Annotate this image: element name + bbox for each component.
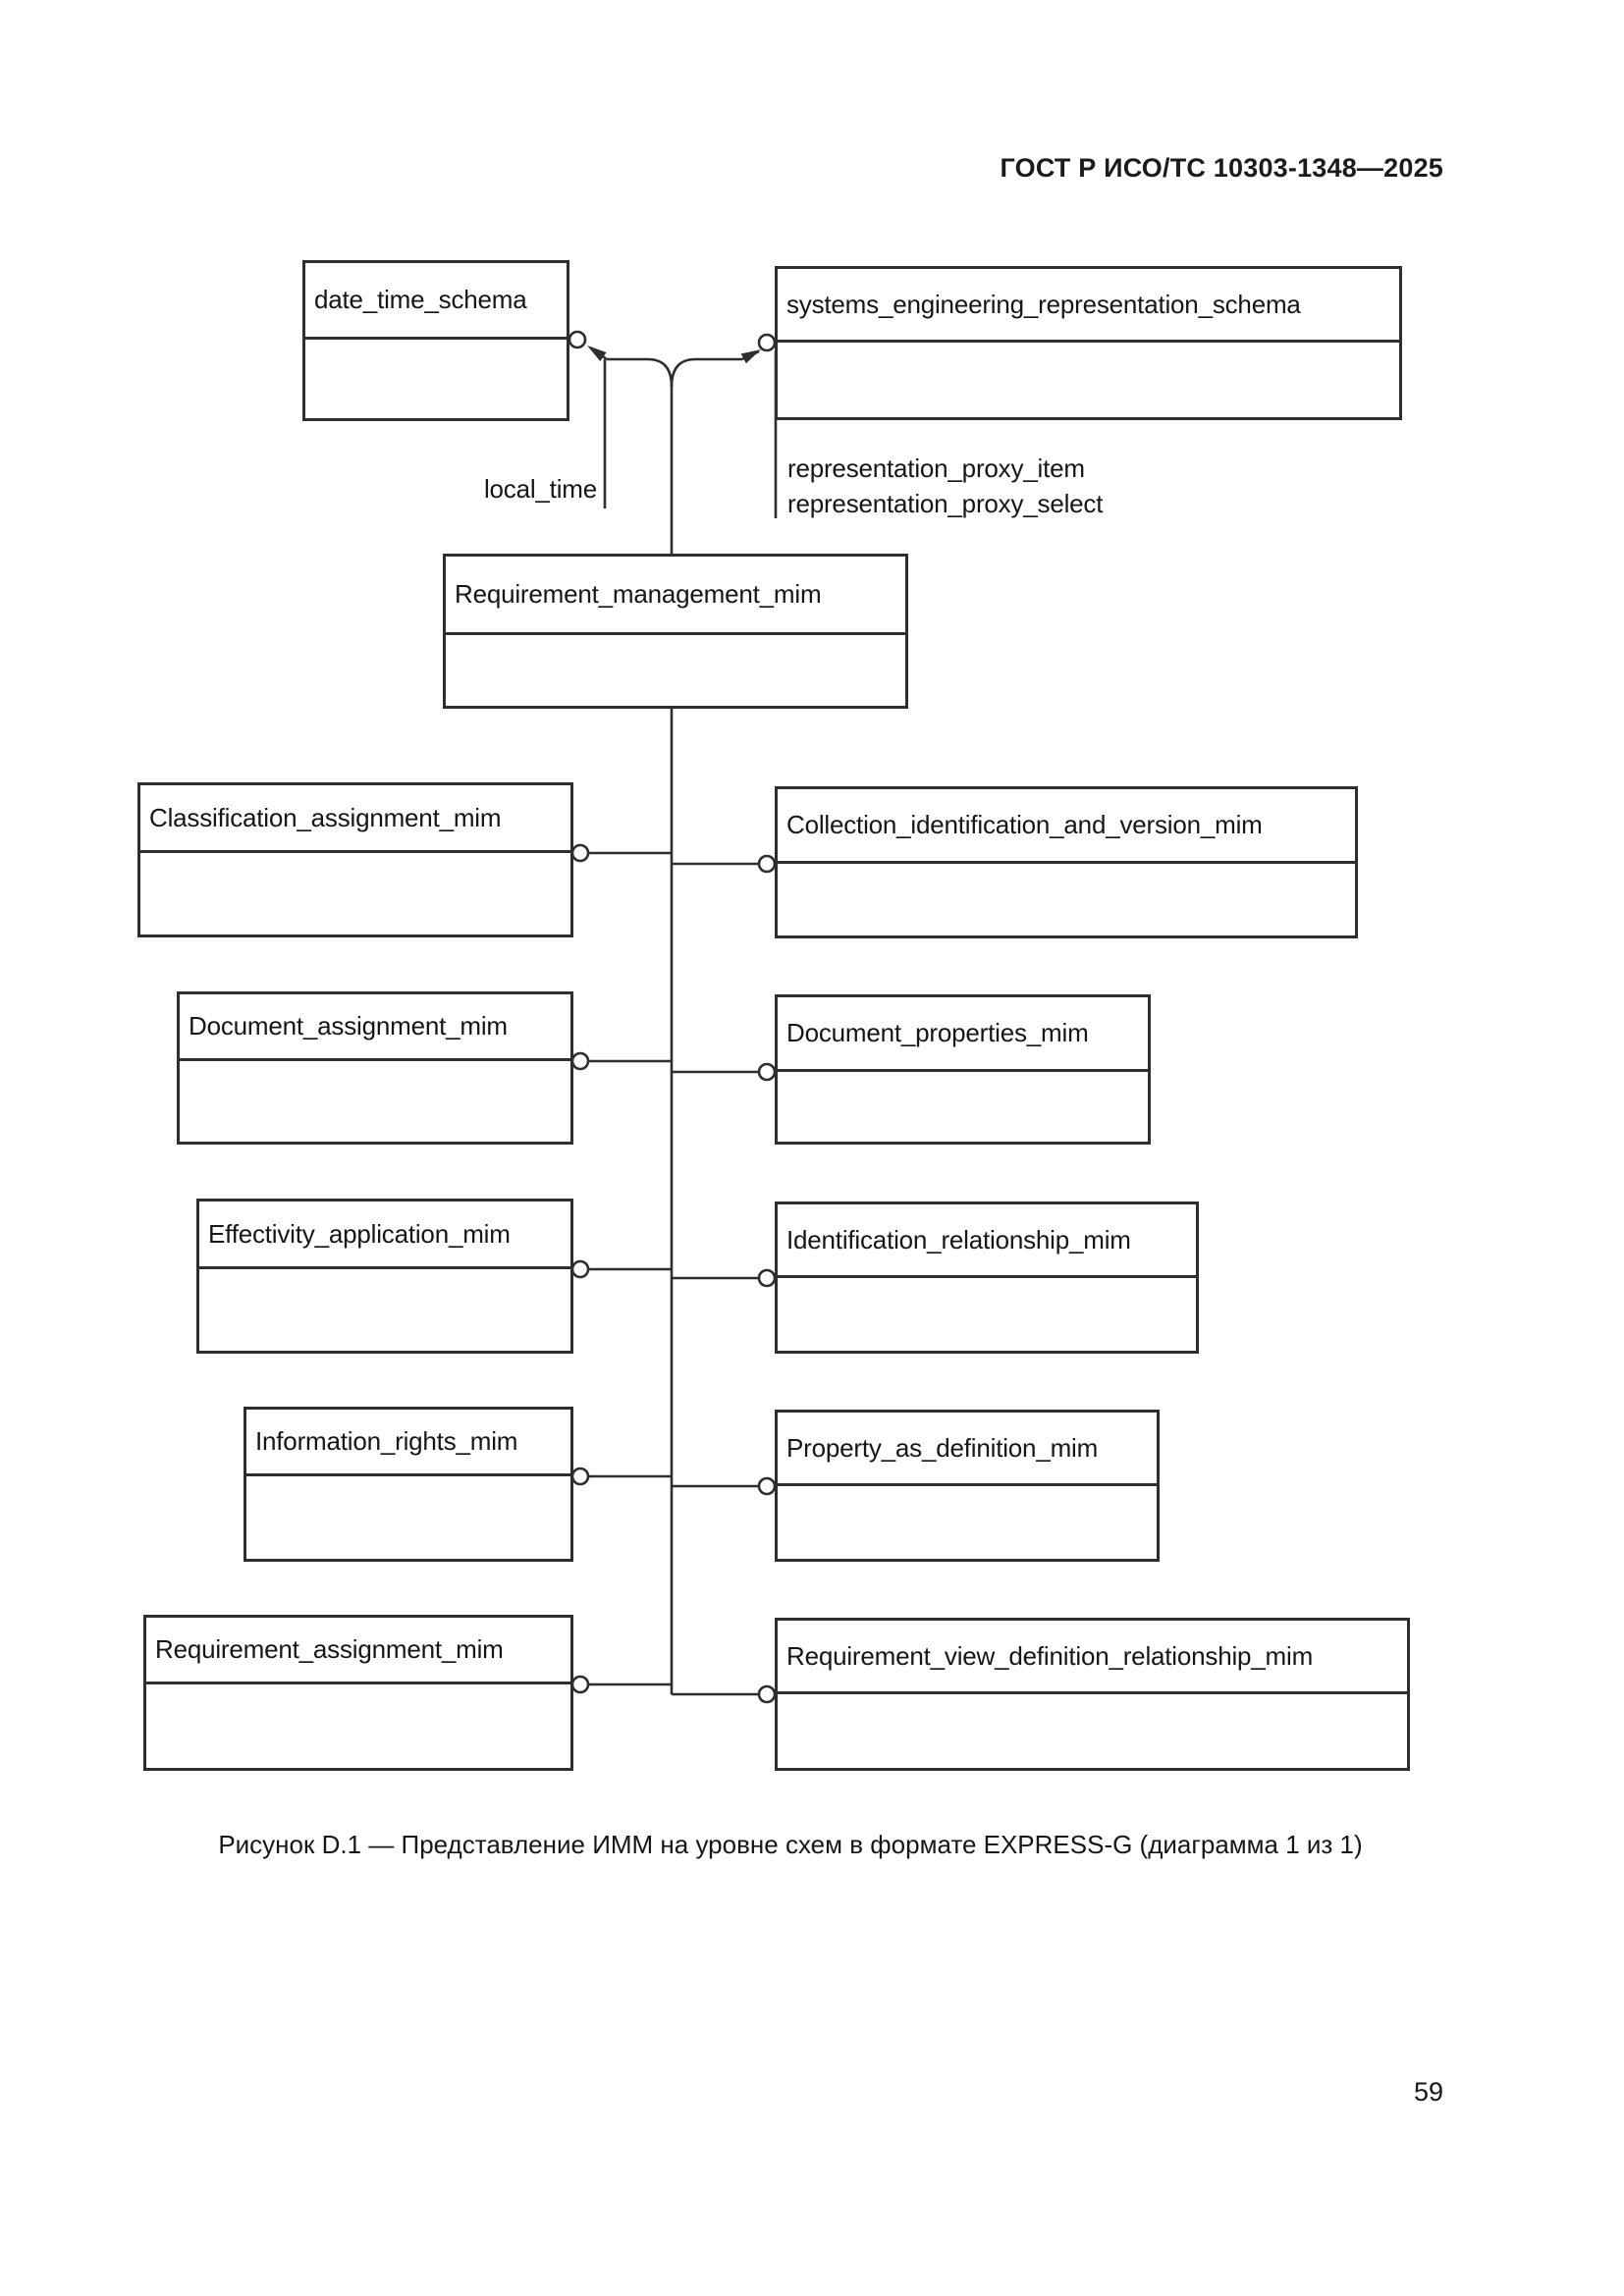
document-number-header: ГОСТ Р ИСО/ТС 10303-1348—2025 <box>1000 153 1443 183</box>
schema-box-systems-engineering-representation-schema <box>775 266 1402 420</box>
page-number: 59 <box>1413 2077 1443 2107</box>
schema-name-label: Property_as_definition_mim <box>786 1432 1099 1463</box>
schema-box-effectivity-application-mim <box>196 1199 573 1354</box>
circle-identification <box>759 1270 775 1286</box>
left-branch-line <box>607 359 672 387</box>
edge-label-representation-proxy-item: representation_proxy_item <box>787 454 1085 483</box>
circle-document-properties <box>759 1064 775 1080</box>
schema-name-label: Information_rights_mim <box>255 1426 518 1456</box>
circle-effectivity <box>572 1261 588 1277</box>
circle-document-assignment <box>572 1053 588 1069</box>
schema-name-label: Collection_identification_and_version_mim <box>786 810 1263 839</box>
arrowhead-left-icon <box>587 346 607 361</box>
schema-box-requirement-assignment-mim <box>143 1615 573 1771</box>
schema-box-document-properties-mim <box>775 994 1151 1145</box>
circle-information-rights <box>572 1468 588 1484</box>
schema-name-label: Document_assignment_mim <box>189 1011 508 1041</box>
circle-date-time-schema <box>569 332 585 347</box>
schema-name-label: systems_engineering_representation_schema <box>786 289 1301 319</box>
schema-name-label: Classification_assignment_mim <box>149 802 502 832</box>
schema-box-requirement-view-definition-relationship-mim <box>775 1618 1410 1771</box>
schema-box-document-assignment-mim <box>177 991 573 1145</box>
circle-requirement-assignment <box>572 1677 588 1692</box>
schema-box-classification-assignment-mim <box>137 782 573 937</box>
schema-name-label: Identification_relationship_mim <box>786 1224 1131 1255</box>
schema-name-label: Requirement_management_mim <box>455 579 822 609</box>
circle-classification <box>572 845 588 861</box>
schema-box-identification-relationship-mim <box>775 1201 1199 1354</box>
schema-name-label: Effectivity_application_mim <box>208 1218 511 1249</box>
arrowheads <box>587 346 761 363</box>
schema-name-label: date_time_schema <box>314 285 527 314</box>
figure-caption: Рисунок D.1 — Представление ИММ на уровне схем в формате EXPRESS-G (диаграмма 1 из 1) <box>218 1830 1363 1859</box>
schema-name-label: Document_properties_mim <box>786 1018 1089 1047</box>
circle-requirement-view <box>759 1686 775 1702</box>
schema-box-date-time-schema <box>302 260 569 421</box>
schema-box-information-rights-mim <box>244 1407 573 1562</box>
right-branch-line <box>672 359 742 387</box>
schema-name-label: Requirement_view_definition_relationship_mim <box>786 1640 1314 1671</box>
schema-box-collection-identification-and-version-mim <box>775 786 1358 938</box>
edge-label-local-time: local_time <box>483 474 597 504</box>
schema-box-property-as-definition-mim <box>775 1410 1160 1562</box>
circle-systems-engineering-schema <box>759 335 775 350</box>
relationship-lines <box>588 347 776 1694</box>
schema-box-requirement-management-mim <box>443 554 908 709</box>
arrowhead-right-icon <box>741 349 761 363</box>
circle-property-as-definition <box>759 1478 775 1494</box>
schema-name-label: Requirement_assignment_mim <box>155 1634 504 1664</box>
edge-label-representation-proxy-select: representation_proxy_select <box>787 489 1104 518</box>
circle-collection <box>759 856 775 872</box>
